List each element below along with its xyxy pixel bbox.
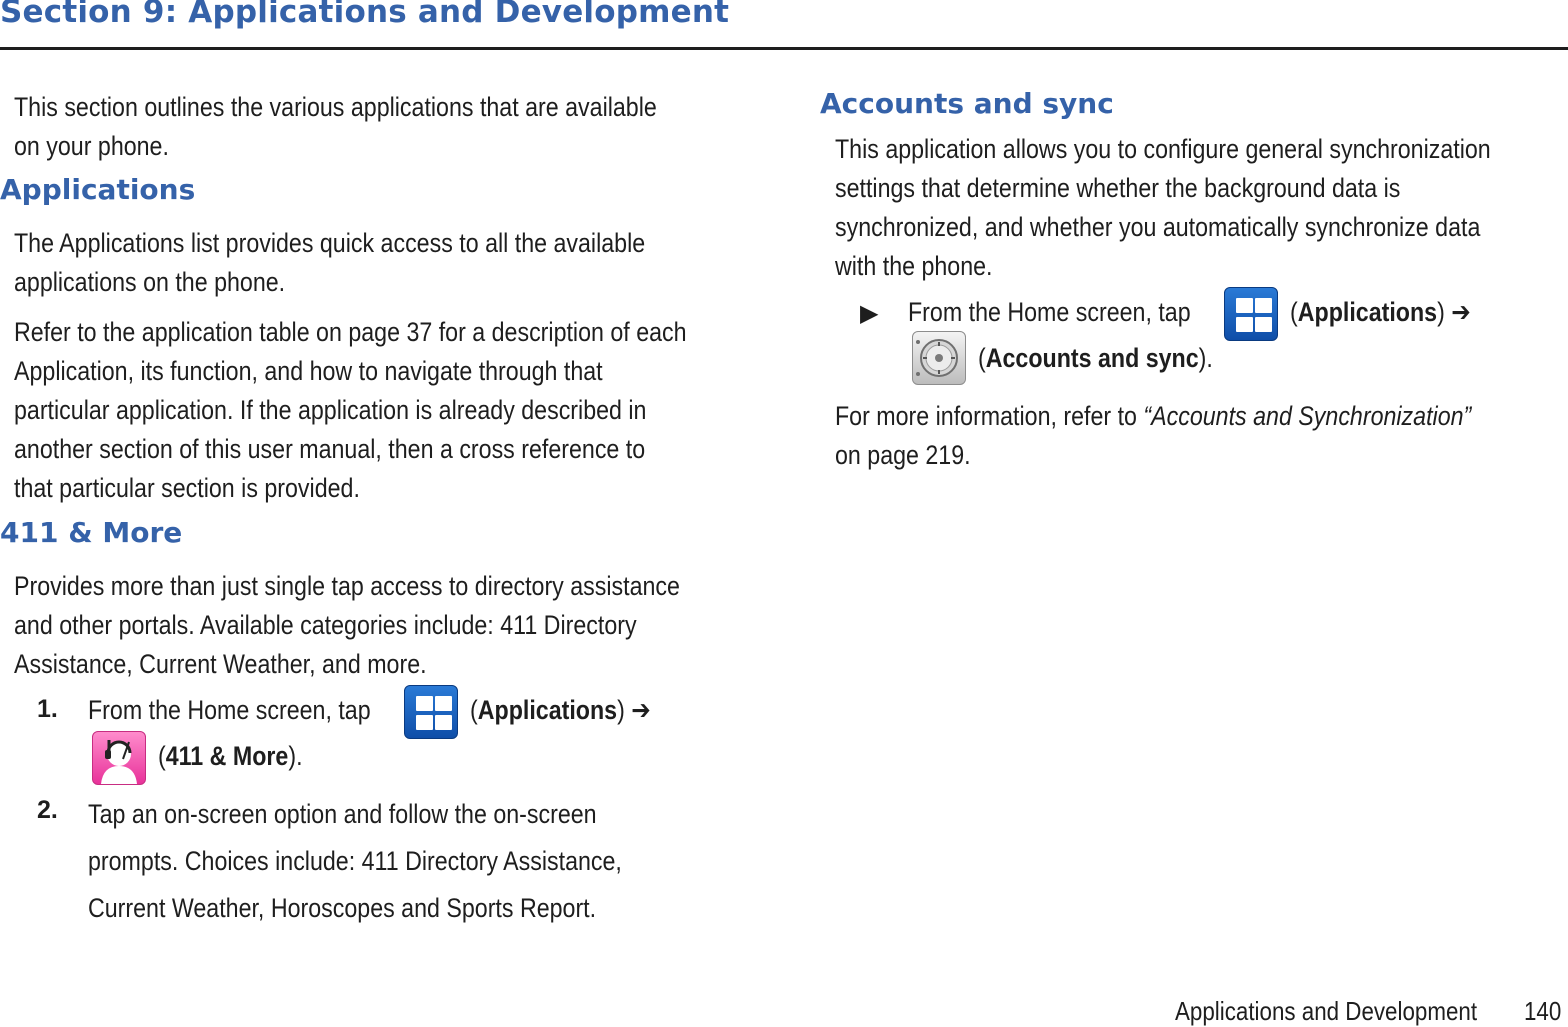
sync-dial-icon (912, 331, 966, 385)
intro-line: on your phone. (14, 131, 169, 161)
more-info-line: on page 219. (835, 440, 971, 470)
step1-applications: (Applications) ➔ (470, 695, 651, 725)
footer-page-number: 140 (1524, 996, 1562, 1026)
paragraph-line: with the phone. (835, 251, 993, 281)
paragraph-line: particular application. If the application is already described in (14, 395, 647, 425)
paragraph-line: This application allows you to configure general synchronization (835, 134, 1491, 164)
cross-reference-link[interactable]: “Accounts and Synchronization” (1143, 401, 1472, 431)
applications-paragraph-1 (14, 224, 645, 302)
accounts-step-target: (Accounts and sync). (978, 343, 1213, 373)
step-line: Tap an on-screen option and follow the on-screen (88, 799, 597, 829)
paragraph-line: Application, its function, and how to navigate through that (14, 356, 603, 386)
headset-person-icon (92, 731, 146, 785)
more411-label: 411 & More (165, 741, 289, 771)
applications-paragraph-2 (14, 313, 687, 508)
more411-heading: 411 & More (0, 516, 183, 549)
paragraph-line: that particular section is provided. (14, 473, 360, 503)
paragraph-line: settings that determine whether the background data is (835, 173, 1401, 203)
step1-prefix: From the Home screen, tap (88, 695, 371, 725)
step-number: 2. (37, 796, 58, 824)
applications-grid-icon (404, 685, 458, 739)
bullet-arrow-icon: ▶ (860, 300, 879, 327)
intro-line: This section outlines the various applications that are available (14, 92, 657, 122)
accounts-paragraph (835, 130, 1491, 286)
paragraph-line: The Applications list provides quick access to all the available (14, 228, 646, 258)
footer-section-name: Applications and Development (1175, 996, 1478, 1026)
step-line: prompts. Choices include: 411 Directory Assistance, (88, 846, 622, 876)
paragraph-line: and other portals. Available categories include: 411 Directory (14, 610, 637, 640)
applications-label: Applications (477, 695, 618, 725)
step2-text (88, 791, 622, 932)
paragraph-line: applications on the phone. (14, 267, 286, 297)
paragraph-line: Assistance, Current Weather, and more. (14, 649, 427, 679)
accounts-step-applications: (Applications) ➔ (1290, 297, 1471, 327)
more-info-paragraph (835, 397, 1471, 475)
accounts-sync-label: Accounts and sync (985, 343, 1199, 373)
paragraph-line: another section of this user manual, then a cross reference to (14, 434, 646, 464)
intro-paragraph (14, 88, 657, 166)
more411-paragraph (14, 567, 680, 684)
applications-grid-icon (1224, 287, 1278, 341)
applications-label: Applications (1297, 297, 1438, 327)
paragraph-line: synchronized, and whether you automatically synchronize data (835, 212, 1481, 242)
step-number: 1. (37, 695, 58, 723)
page-title: Section 9: Applications and Development (0, 0, 730, 30)
applications-heading: Applications (0, 173, 196, 206)
accounts-heading: Accounts and sync (820, 87, 1114, 120)
accounts-step-prefix: From the Home screen, tap (908, 297, 1191, 327)
paragraph-line: Provides more than just single tap access to directory assistance (14, 571, 680, 601)
title-divider (0, 47, 1568, 50)
more-info-line: For more information, refer to “Accounts and Synchronization” (835, 401, 1472, 431)
step1-target: (411 & More). (158, 741, 303, 771)
paragraph-line: Refer to the application table on page 37 for a description of each (14, 317, 687, 347)
step-line: Current Weather, Horoscopes and Sports Report. (88, 893, 597, 923)
